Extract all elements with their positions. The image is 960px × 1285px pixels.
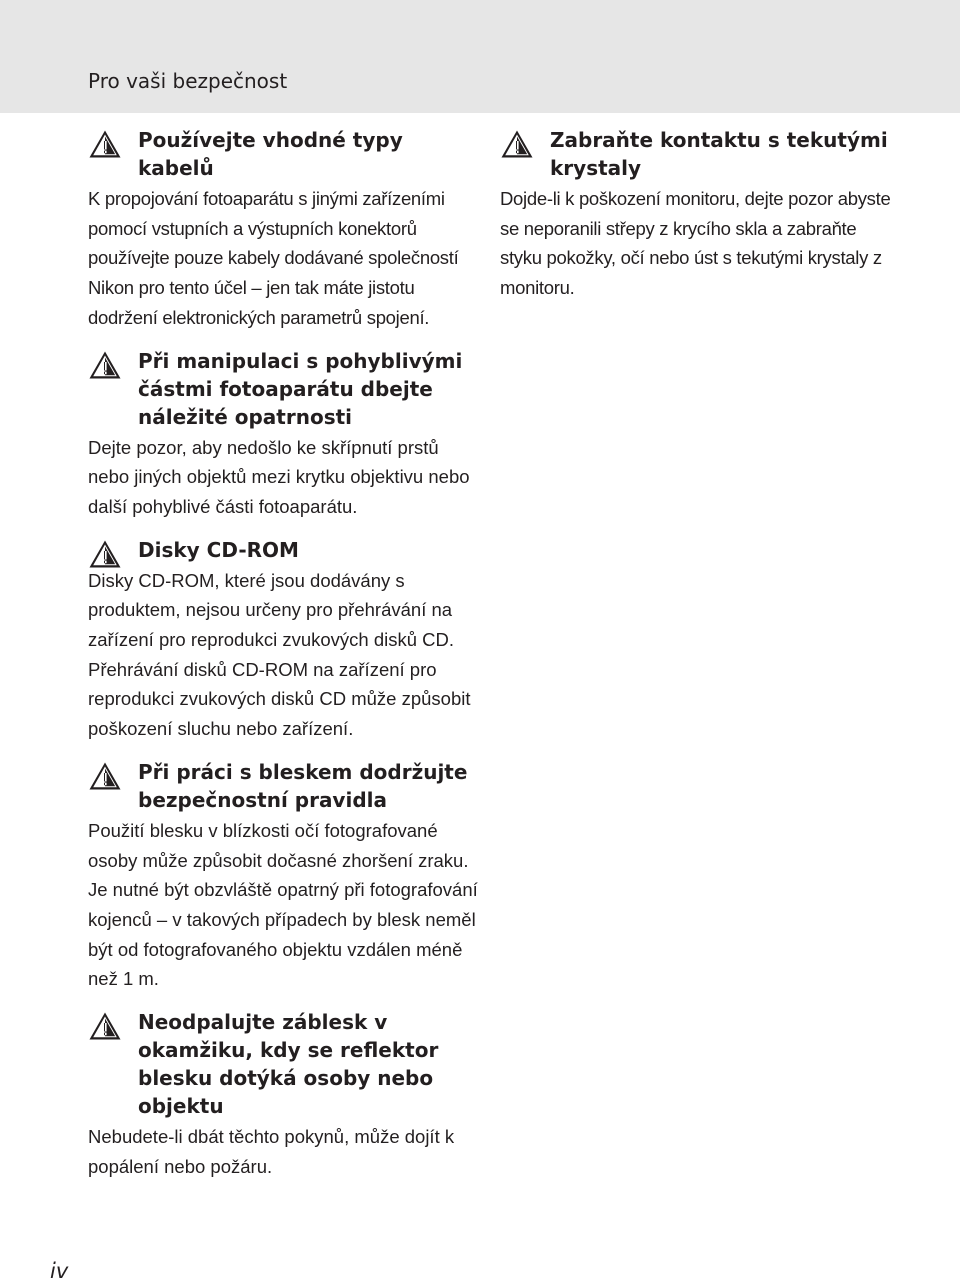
section-heading-text: Neodpalujte záblesk v okamžiku, kdy se reflektor blesku dotýká osoby nebo objektu [138, 1010, 439, 1119]
header-band [0, 0, 960, 113]
section-heading [88, 126, 478, 182]
section-body: K propojování fotoaparátu s jinými zařízeními pomocí vstupních a výstupních konektorů používejte pouze kabely dodávané společností Nikon pro tento účel – jen tak máte jistotu dodržení elektronických parametrů spojení. [88, 188, 459, 328]
section-body: Dojde-li k poškození monitoru, dejte pozor abyste se neporanili střepy z krycího skla a zabraňte styku pokožky, očí nebo úst s tekutými krystaly z monitoru. [500, 188, 891, 299]
section-liquid-crystals [500, 126, 900, 303]
right-column [500, 126, 900, 303]
section-heading-text: Při práci s bleskem dodržujte bezpečnostní pravidla [138, 759, 468, 812]
section-heading [88, 1008, 478, 1120]
section-heading [88, 347, 478, 431]
warning-triangle-icon [88, 539, 122, 569]
section-body: Použití blesku v blízkosti očí fotografované osoby může způsobit dočasné zhoršení zraku. Je nutné být obzvláště opatrný při fotografování kojenců – v takových případech by blesk neměl být od fotografovaného objektu vzdálen méně než 1 m. [88, 819, 478, 990]
warning-triangle-icon [88, 761, 122, 791]
section-heading-text: Používejte vhodné typy kabelů [138, 128, 403, 180]
section-heading [500, 126, 900, 182]
section-flash-safety [88, 758, 478, 994]
section-moving-parts [88, 347, 478, 522]
section-cables [88, 126, 478, 333]
section-body: Disky CD-ROM, které jsou dodávány s produktem, nejsou určeny pro přehrávání na zařízení pro reprodukci zvukových disků CD. Přehrávání disků CD-ROM na zařízení pro reprodukci zvukových disků CD může způsobit poškození sluchu nebo zařízení. [88, 569, 471, 740]
section-body: Dejte pozor, aby nedošlo ke skřípnutí prstů nebo jiných objektů mezi krytku objektivu nebo další pohyblivé části fotoaparátu. [88, 436, 470, 517]
warning-triangle-icon [88, 1011, 122, 1041]
section-heading [88, 758, 478, 814]
page-number: iv [50, 1259, 69, 1283]
warning-triangle-icon [500, 129, 534, 159]
section-cd-rom [88, 536, 478, 744]
section-heading-text: Disky CD-ROM [138, 537, 299, 562]
section-heading-text: Zabraňte kontaktu s tekutými krystaly [550, 128, 888, 180]
section-flash-contact [88, 1008, 478, 1181]
section-heading [88, 536, 478, 564]
page-header-title: Pro vaši bezpečnost [88, 69, 288, 93]
warning-triangle-icon [88, 129, 122, 159]
left-column [88, 126, 478, 1181]
warning-triangle-icon [88, 350, 122, 380]
section-body: Nebudete-li dbát těchto pokynů, může dojít k popálení nebo požáru. [88, 1126, 455, 1177]
section-heading-text: Při manipulaci s pohyblivými částmi fotoaparátu dbejte náležité opatrnosti [138, 348, 463, 429]
